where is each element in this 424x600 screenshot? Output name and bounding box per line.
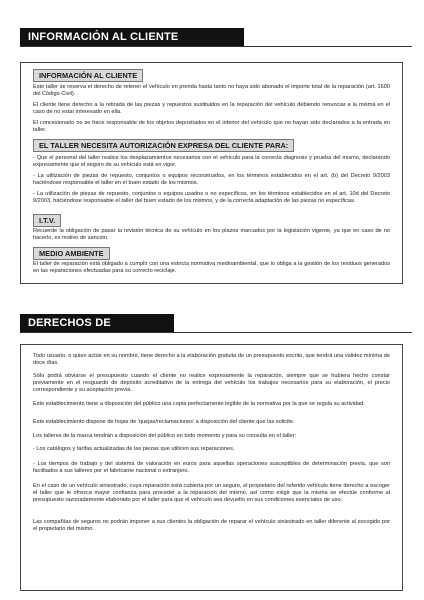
environment-title: MEDIO AMBIENTE [33, 247, 110, 260]
info-box [20, 62, 403, 284]
admission-paragraph: Este establecimiento dispone de hojas de 'quejas/reclamaciones' a disposición del cliente que las solicite. [33, 419, 295, 425]
info-paragraph: El concesionario no se hace responsable de los objetos depositados en el interior del vehículo que no hayan sido declarados a la entrada en taller. [33, 120, 390, 134]
environment-text: El taller de reparación está obligado a cumplir con una estricta normativa medioambiental, que lo obliga a la gestión de los residuos generados en las reparaciones efectuadas para su correcto reciclaje. [33, 261, 390, 275]
admission-paragraph: Este establecimiento tiene a disposición del público una copia perfectamente legible de la normativa por la que se regula su actividad. [33, 401, 365, 407]
info-paragraph: Este taller se reserva el derecho de retener el vehículo en prenda hasta tanto no haya sido abonado el importe total de la reparación (art. 1600 del Código Civil). [33, 84, 390, 98]
admission-paragraph: Todo usuario, o quien actúe en su nombre, tiene derecho a la elaboración gratuita de un presupuesto escrito, que tendrá una validez mínima de doce días. [33, 353, 390, 367]
header-rule [20, 46, 412, 47]
authorization-item: - La utilización de piezas de repuesto, conjuntos o equipos reconstruidos, en los términos establecidos en el art. (b) del Decreto 9/2003 haciéndose responsable el taller en el buen estado de los mismos. [33, 173, 390, 187]
section-header-derechos: DERECHOS DE ADMISIÓN [20, 314, 174, 332]
admission-box [20, 344, 403, 591]
admission-paragraph: - Los catálogos y tarifas actualizadas de las piezas que utilicen sus reparaciones. [33, 446, 235, 452]
section-header-informacion: INFORMACIÓN AL CLIENTE [20, 28, 244, 46]
authorization-item: - La utilización de piezas de repuesto, conjuntos o equipos usados o no específicos, en los términos establecidos en el art. 10d del Decreto 9/2003, haciéndose responsable el taller del buen estado de los mismos, y de la correcta adaptación de las piezas no específicas. [33, 191, 390, 205]
authorization-item: - Que el personal del taller realice los desplazamientos necesarios con el vehículo para la correcta diagnosis y prueba del mismo, declarando expresamente que el seguro de su vehículo está en vigor. [33, 155, 390, 169]
admission-paragraph: Los talleres de la marca tendrán a disposición del público en todo momento y para su consulta en el taller: [33, 433, 297, 439]
info-paragraph: El cliente tiene derecho a la retirada de las piezas y repuestos sustituidos en la reparación del vehículo debiendo renunciar a la misma en el caso de no estar interesado en ella. [33, 102, 390, 116]
header-rule [20, 332, 412, 333]
admission-paragraph: Sólo podrá obviarse el presupuesto cuando el cliente no realice expresamente la reparación, siempre que se hubiera hecho constar previamente en el resguardo de depósito acreditativo de la entrega del vehículo los trabajos necesarios para su elaboración, el precio correspondiente y su aceptación previa. [33, 373, 390, 394]
admission-paragraph: En el caso de un vehículo siniestrado, cuya reparación está cubierta por un seguro, el propietario del referido vehículo tiene derecho a escoger el taller que le ofrezca mayor confianza para proceder a la reparación del mismo, así como exigir que la misma se efectúe conforme al presupuesto razonadamente elaborado por el taller para que el vehículo sea devuelto en sus condiciones esenciales de uso. [33, 483, 390, 504]
authorization-title: EL TALLER NECESITA AUTORIZACIÓN EXPRESA DEL CLIENTE PARA: [33, 139, 294, 152]
admission-paragraph: Las compañías de seguros no podrán imponer a sus clientes la obligación de reparar el vehículo siniestrado en taller diferente al escogido por el propietario del mismo. [33, 519, 390, 533]
info-title: INFORMACIÓN AL CLIENTE [33, 69, 143, 82]
itv-title: I.T.V. [33, 214, 61, 227]
itv-text: Recuerde la obligación de pasar la revisión técnica de su vehículo en los plazos marcados por la legislación vigente, ya que en caso de no hacerlo, es motivo de sanción. [33, 228, 390, 242]
admission-paragraph: - Los tiempos de trabajo y del sistema de valoración en euros para aquellas operaciones susceptibles de determinación previa, que son facilitados a sus talleres por el fabricante nacional o extranjero. [33, 461, 390, 475]
